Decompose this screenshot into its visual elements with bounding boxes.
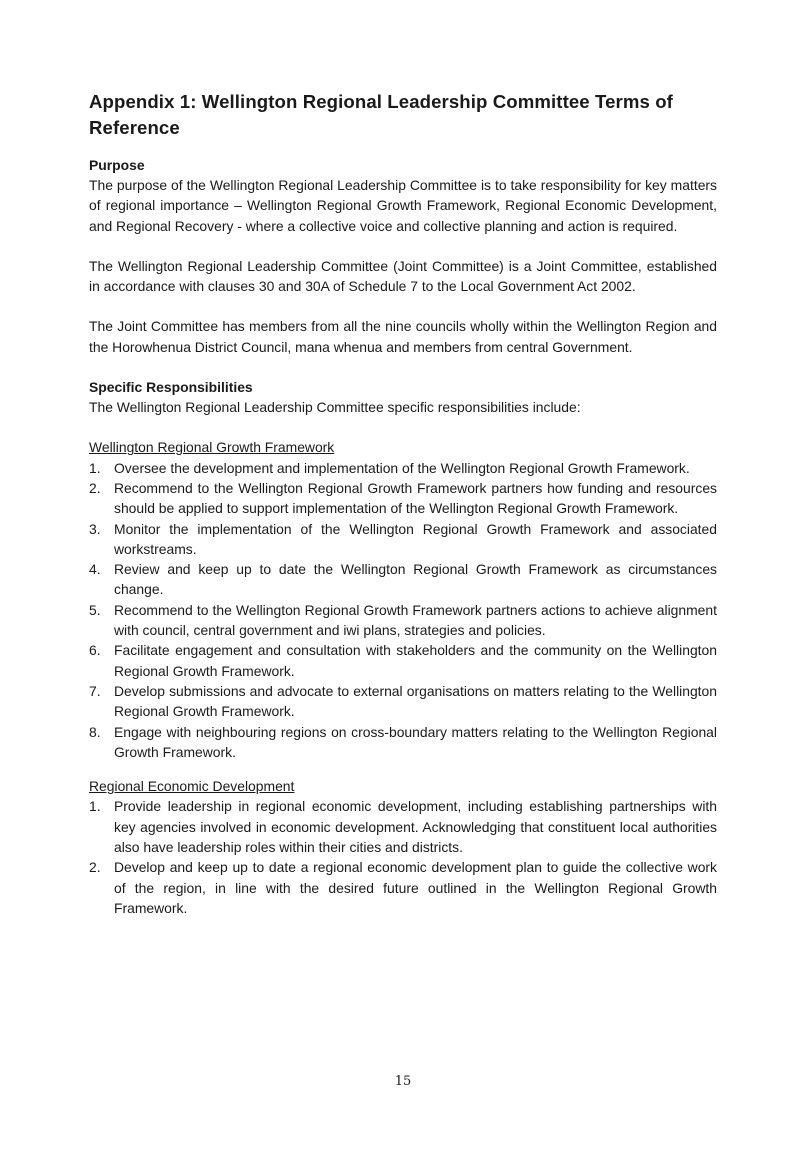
responsibilities-intro: The Wellington Regional Leadership Committee specific responsibilities include: bbox=[89, 399, 581, 416]
list-item bbox=[89, 519, 717, 560]
list-item bbox=[89, 681, 717, 722]
item-number: 7. bbox=[89, 682, 101, 699]
list-item bbox=[89, 796, 717, 857]
item-number: 6. bbox=[89, 642, 101, 659]
list-item bbox=[89, 478, 717, 519]
list-item bbox=[89, 458, 717, 478]
item-text: Review and keep up to date the Wellington Regional Growth Framework as circumstances change. bbox=[114, 561, 717, 598]
item-text: Develop submissions and advocate to external organisations on matters relating to the Wellington Regional Growth Framework. bbox=[114, 682, 717, 720]
purpose-paragraph: The purpose of the Wellington Regional Leadership Committee is to take responsibility for key matters of regional importance – Wellington Regional Growth Framework, Regional Economic Development, and Regional Recovery - where a collective voice and collective planning and action is required. bbox=[89, 177, 717, 234]
document-title: Appendix 1: Wellington Regional Leadership Committee Terms of Reference bbox=[89, 91, 673, 138]
membership-paragraph: The Joint Committee has members from all the nine councils wholly within the Wellington Region and the Horowhenua District Council, mana whenua and members from central Government. bbox=[89, 318, 717, 355]
item-number: 3. bbox=[89, 520, 101, 537]
item-text: Facilitate engagement and consultation with stakeholders and the community on the Wellington Regional Growth Framework. bbox=[114, 642, 717, 679]
list-item bbox=[89, 722, 717, 763]
item-number: 5. bbox=[89, 601, 101, 618]
list-item bbox=[89, 640, 717, 681]
item-text: Recommend to the Wellington Regional Growth Framework partners actions to achieve alignment with council, central government and iwi plans, strategies and policies. bbox=[114, 601, 717, 639]
joint-committee-paragraph: The Wellington Regional Leadership Committee (Joint Committee) is a Joint Committee, established in accordance with clauses 30 and 30A of Schedule 7 to the Local Government Act 2002. bbox=[89, 257, 717, 295]
item-text: Develop and keep up to date a regional economic development plan to guide the collective work of the region, in line with the desired future outlined in the Wellington Regional Growth Framework. bbox=[114, 859, 717, 916]
list-item bbox=[89, 600, 717, 641]
responsibilities-heading: Specific Responsibilities bbox=[89, 379, 253, 396]
item-number: 4. bbox=[89, 561, 101, 578]
purpose-heading: Purpose bbox=[89, 157, 145, 173]
item-number: 2. bbox=[89, 479, 101, 496]
list-item bbox=[89, 559, 717, 600]
document-page bbox=[89, 89, 717, 918]
economic-development-list bbox=[89, 796, 717, 918]
economic-development-heading: Regional Economic Development bbox=[89, 778, 295, 795]
page-number: 15 bbox=[394, 1074, 412, 1089]
item-text: Oversee the development and implementation of the Wellington Regional Growth Framework. bbox=[114, 459, 690, 476]
item-text: Monitor the implementation of the Wellington Regional Growth Framework and associated workstreams. bbox=[114, 520, 717, 557]
item-text: Recommend to the Wellington Regional Growth Framework partners how funding and resources should be applied to support implementation of the Wellington Regional Growth Framework. bbox=[114, 479, 717, 517]
item-number: 1. bbox=[89, 798, 101, 815]
item-text: Engage with neighbouring regions on cross-boundary matters relating to the Wellington Regional Growth Framework. bbox=[114, 723, 717, 760]
list-item bbox=[89, 857, 717, 918]
item-text: Provide leadership in regional economic development, including establishing partnerships with key agencies involved in economic development. Acknowledging that constituent local authorities also have leadership roles within their cities and districts. bbox=[114, 798, 717, 856]
growth-framework-heading: Wellington Regional Growth Framework bbox=[89, 439, 335, 456]
item-number: 8. bbox=[89, 723, 101, 740]
growth-framework-list bbox=[89, 458, 717, 762]
item-number: 1. bbox=[89, 459, 101, 476]
item-number: 2. bbox=[89, 859, 101, 876]
